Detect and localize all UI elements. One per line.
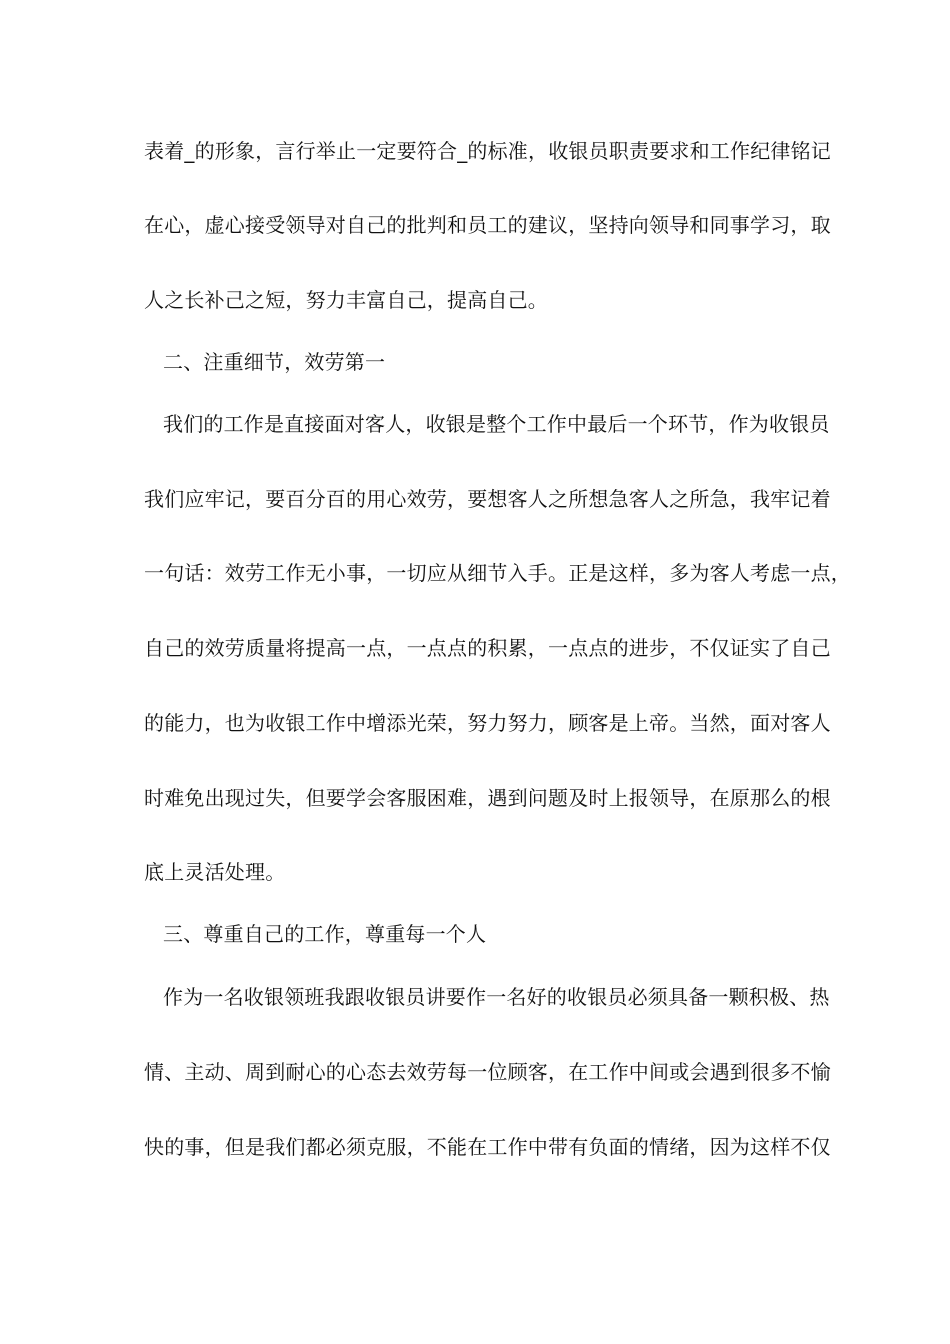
paragraph-line: 在心，虚心接受领导对自己的批判和员工的建议，坚持向领导和同事学习，取: [144, 213, 831, 237]
paragraph-line: 时难免出现过失，但要学会客服困难，遇到问题及时上报领导，在原那么的根: [144, 786, 831, 810]
paragraph-line: 我们的工作是直接面对客人，收银是整个工作中最后一个环节，作为收银员: [163, 412, 830, 436]
paragraph-line: 的能力，也为收银工作中增添光荣，努力努力，顾客是上帝。当然，面对客人: [144, 711, 831, 735]
paragraph-line: 一句话：效劳工作无小事，一切应从细节入手。正是这样，多为客人考虑一点，: [144, 561, 851, 585]
paragraph-line: 作为一名收银领班我跟收银员讲要作一名好的收银员必须具备一颗积极、热: [163, 985, 830, 1009]
paragraph-line: 人之长补己之短，努力丰富自己，提高自己。: [144, 288, 548, 312]
paragraph-line: 情、主动、周到耐心的心态去效劳每一位顾客，在工作中间或会遇到很多不愉: [144, 1060, 831, 1084]
section-heading: 三、尊重自己的工作，尊重每一个人: [163, 922, 487, 946]
section-heading: 二、注重细节，效劳第一: [163, 350, 386, 374]
paragraph-line: 底上灵活处理。: [144, 860, 286, 884]
paragraph-line: 自己的效劳质量将提高一点，一点点的积累，一点点的进步，不仅证实了自己: [144, 636, 831, 660]
paragraph-line: 我们应牢记，要百分百的用心效劳，要想客人之所想急客人之所急，我牢记着: [144, 487, 831, 511]
paragraph-line: 快的事，但是我们都必须克服，不能在工作中带有负面的情绪，因为这样不仅: [144, 1135, 831, 1159]
paragraph-line: 表着_的形象，言行举止一定要符合_的标准，收银员职责要求和工作纪律铭记: [144, 139, 831, 163]
